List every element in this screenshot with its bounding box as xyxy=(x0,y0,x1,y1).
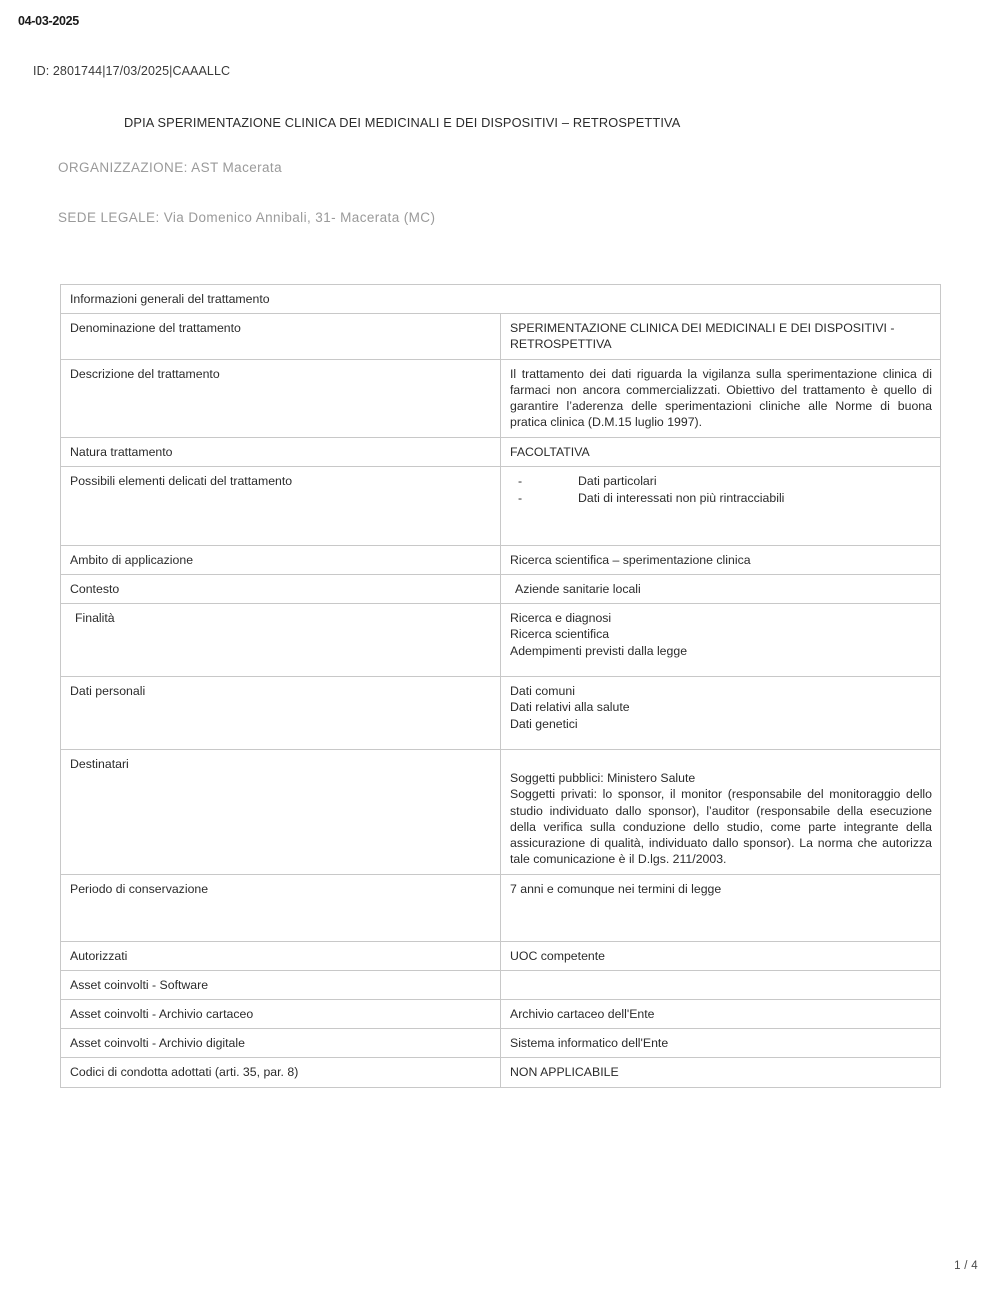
table-row xyxy=(61,574,941,603)
row-value: Archivio cartaceo dell'Ente xyxy=(501,999,941,1028)
organization-line: ORGANIZZAZIONE: AST Macerata xyxy=(58,160,282,175)
row-label: Descrizione del trattamento xyxy=(61,359,501,437)
row-label: Ambito di applicazione xyxy=(61,545,501,574)
row-label: Destinatari xyxy=(61,750,501,874)
row-value: FACOLTATIVA xyxy=(501,437,941,466)
table-row xyxy=(61,359,941,437)
row-label: Contesto xyxy=(61,574,501,603)
dash-icon: - xyxy=(518,490,523,505)
table-row xyxy=(61,437,941,466)
table-row xyxy=(61,999,941,1028)
row-label: Autorizzati xyxy=(61,941,501,970)
legal-seat-line: SEDE LEGALE: Via Domenico Annibali, 31- Macerata (MC) xyxy=(58,210,436,225)
date-stamp: 04-03-2025 xyxy=(18,14,79,28)
row-label: Asset coinvolti - Archivio cartaceo xyxy=(61,999,501,1028)
dpia-table xyxy=(60,284,941,1088)
section-title-cell: Informazioni generali del trattamento xyxy=(61,285,941,314)
table-section-header xyxy=(61,285,941,314)
row-value: Ricerca e diagnosi Ricerca scientifica Adempimenti previsti dalla legge xyxy=(501,604,941,677)
dash-icon: - xyxy=(518,473,523,488)
row-value: Soggetti pubblici: Ministero Salute Soggetti privati: lo sponsor, il monitor (responsabile del monitoraggio dello studio individuato dallo sponsor), l’auditor (responsabile della esecuzione della verifica sulla conduzione dello studio, come parte integrante della assicurazione di qualità, individuato dallo sponsor). La norma che autorizza tale comunicazione è il D.lgs. 211/2003. xyxy=(501,750,941,874)
row-value: 7 anni e comunque nei termini di legge xyxy=(501,874,941,941)
row-label: Possibili elementi delicati del trattamento xyxy=(61,466,501,545)
list-item: - Dati particolari xyxy=(518,473,657,488)
row-value: Sistema informatico dell'Ente xyxy=(501,1029,941,1058)
delicate-elements-list xyxy=(510,473,932,506)
row-label: Codici di condotta adottati (arti. 35, par. 8) xyxy=(61,1058,501,1087)
table-row xyxy=(61,466,941,545)
row-value: NON APPLICABILE xyxy=(501,1058,941,1087)
page-title: DPIA SPERIMENTAZIONE CLINICA DEI MEDICINALI E DEI DISPOSITIVI – RETROSPETTIVA xyxy=(124,115,681,130)
table-row xyxy=(61,1058,941,1087)
row-label: Dati personali xyxy=(61,677,501,750)
row-label: Denominazione del trattamento xyxy=(61,314,501,359)
row-value: UOC competente xyxy=(501,941,941,970)
document-id: ID: 2801744|17/03/2025|CAAALLC xyxy=(33,64,231,78)
row-value: SPERIMENTAZIONE CLINICA DEI MEDICINALI E DEI DISPOSITIVI - RETROSPETTIVA xyxy=(501,314,941,359)
table-row xyxy=(61,604,941,677)
row-value: Il trattamento dei dati riguarda la vigilanza sulla sperimentazione clinica di farmaci non ancora commercializzati. Obiettivo del trattamento è quello di garantire l’aderenza delle sperimentazioni cliniche alle Norme di buona pratica clinica (D.M.15 luglio 1997). xyxy=(501,359,941,437)
table-row xyxy=(61,314,941,359)
page-number: 1 / 4 xyxy=(954,1260,978,1272)
row-value xyxy=(501,466,941,545)
table-row xyxy=(61,545,941,574)
row-label: Asset coinvolti - Archivio digitale xyxy=(61,1029,501,1058)
row-value: Dati comuni Dati relativi alla salute Dati genetici xyxy=(501,677,941,750)
list-item: - Dati di interessati non più rintracciabili xyxy=(518,490,785,505)
row-value: Aziende sanitarie locali xyxy=(501,574,941,603)
table-row xyxy=(61,941,941,970)
row-value xyxy=(501,970,941,999)
table-row xyxy=(61,750,941,874)
row-label: Finalità xyxy=(61,604,501,677)
row-label: Asset coinvolti - Software xyxy=(61,970,501,999)
row-label: Periodo di conservazione xyxy=(61,874,501,941)
table-row xyxy=(61,970,941,999)
table-row xyxy=(61,677,941,750)
row-label: Natura trattamento xyxy=(61,437,501,466)
table-row xyxy=(61,1029,941,1058)
table-row xyxy=(61,874,941,941)
row-value: Ricerca scientifica – sperimentazione clinica xyxy=(501,545,941,574)
